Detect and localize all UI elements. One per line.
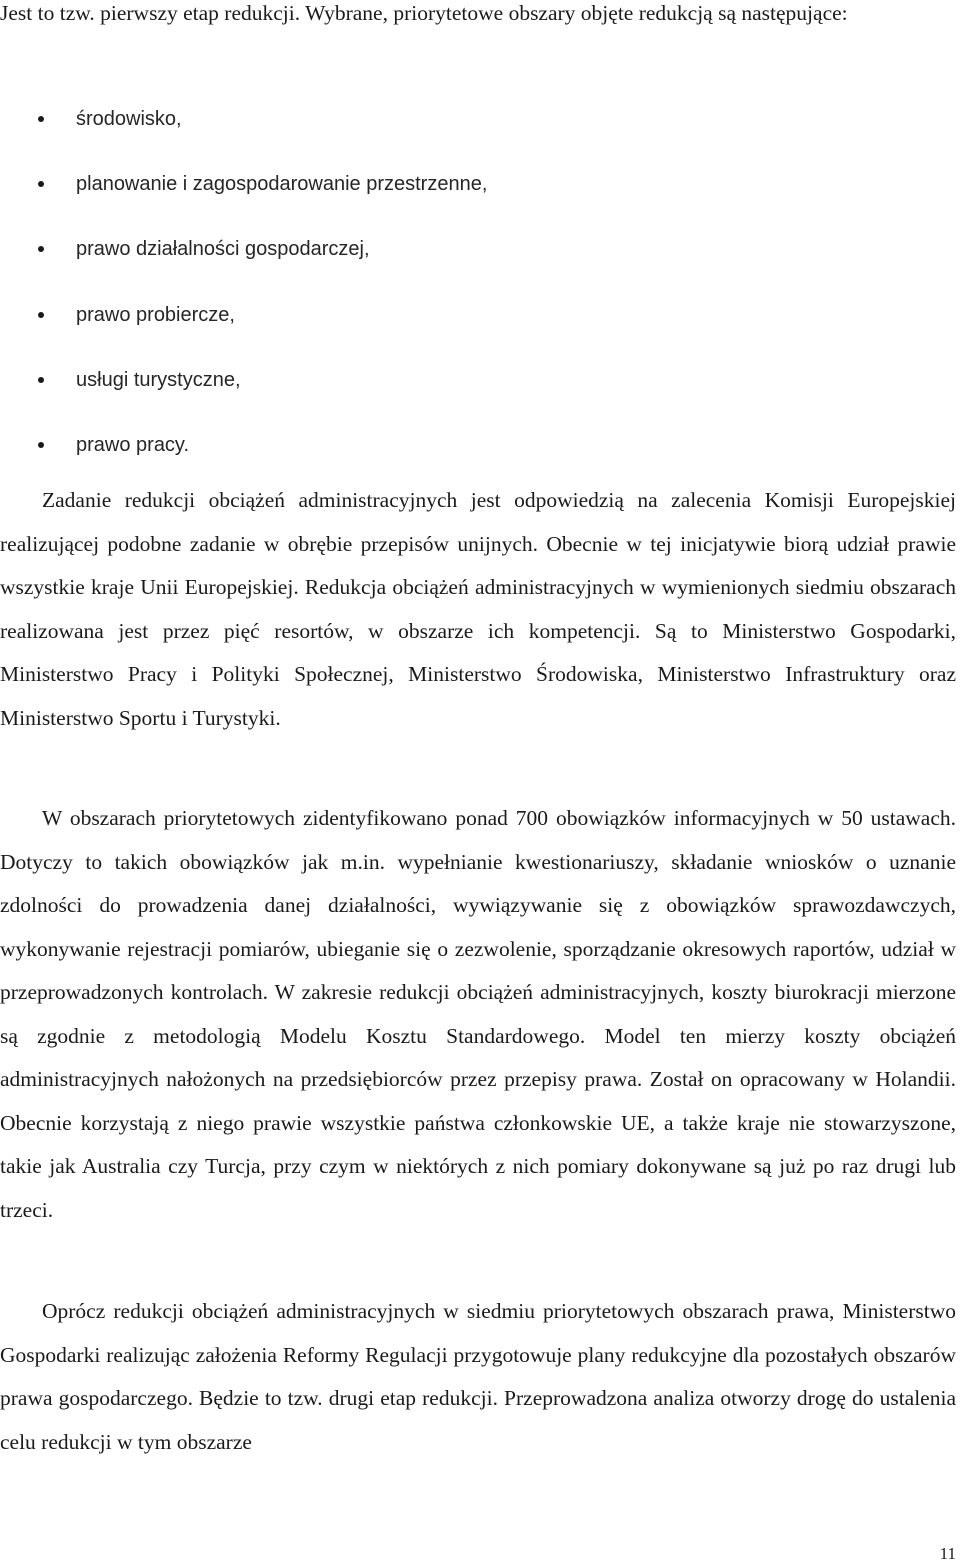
body-paragraph: Oprócz redukcji obciążeń administracyjnych w siedmiu priorytetowych obszarach prawa, Ministerstwo Gospodarki realizując założenia Reformy Regulacji przygotowuje plany redukcyjne dla pozostałych obszarów prawa gospodarczego. Będzie to tzw. drugi etap redukcji. Przeprowadzona analiza otworzy drogę do ustalenia celu redukcji w tym obszarze	[0, 1299, 956, 1454]
bullet-icon	[38, 181, 44, 187]
list-item	[0, 169, 487, 234]
priority-areas-list	[0, 104, 487, 495]
list-item-text: prawo probiercze,	[76, 303, 235, 326]
body-paragraph: W obszarach priorytetowych zidentyfikowano ponad 700 obowiązków informacyjnych w 50 ustawach. Dotyczy to takich obowiązków jak m.in. wypełnianie kwestionariuszy, składanie wniosków o uznanie zdolności do prowadzenia danej działalności, wywiązywanie się z obowiązków sprawozdawczych, wykonywanie rejestracji pomiarów, ubieganie się o zezwolenie, sporządzanie okresowych raportów, udział w przeprowadzonych kontrolach. W zakresie redukcji obciążeń administracyjnych, koszty biurokracji mierzone są zgodnie z metodologią Modelu Kosztu Standardowego. Model ten mierzy koszty obciążeń administracyjnych nałożonych na przedsiębiorców przez przepisy prawa. Został on opracowany w Holandii. Obecnie korzystają z niego prawie wszystkie państwa członkowskie UE, a także kraje nie stowarzyszone, takie jak Australia czy Turcja, przy czym w niektórych z nich pomiary dokonywane są już po raz drugi lub trzeci.	[0, 806, 956, 1222]
list-item	[0, 104, 487, 169]
list-item-text: usługi turystyczne,	[76, 368, 241, 391]
bullet-icon	[38, 442, 44, 448]
body-paragraph: Zadanie redukcji obciążeń administracyjnych jest odpowiedzią na zalecenia Komisji Europejskiej realizującej podobne zadanie w obrębie przepisów unijnych. Obecnie w tej inicjatywie biorą udział prawie wszystkie kraje Unii Europejskiej. Redukcja obciążeń administracyjnych w wymienionych siedmiu obszarach realizowana jest przez pięć resortów, w obszarze ich kompetencji. Są to Ministerstwo Gospodarki, Ministerstwo Pracy i Polityki Społecznej, Ministerstwo Środowiska, Ministerstwo Infrastruktury oraz Ministerstwo Sportu i Turystyki.	[0, 488, 956, 730]
bullet-icon	[38, 312, 44, 318]
bullet-icon	[38, 246, 44, 252]
list-item-text: planowanie i zagospodarowanie przestrzenne,	[76, 173, 488, 196]
list-item-text: prawo działalności gospodarczej,	[76, 238, 370, 261]
list-item	[0, 365, 487, 430]
list-item-text: prawo pracy.	[76, 433, 190, 456]
bullet-icon	[38, 377, 44, 383]
list-item	[0, 234, 487, 299]
list-item-text: środowisko,	[76, 108, 182, 130]
bullet-icon	[38, 116, 44, 122]
page-number: 11	[939, 1544, 956, 1563]
intro-paragraph: Jest to tzw. pierwszy etap redukcji. Wybrane, priorytetowe obszary objęte redukcją są następujące:	[0, 1, 848, 25]
list-item	[0, 300, 487, 365]
